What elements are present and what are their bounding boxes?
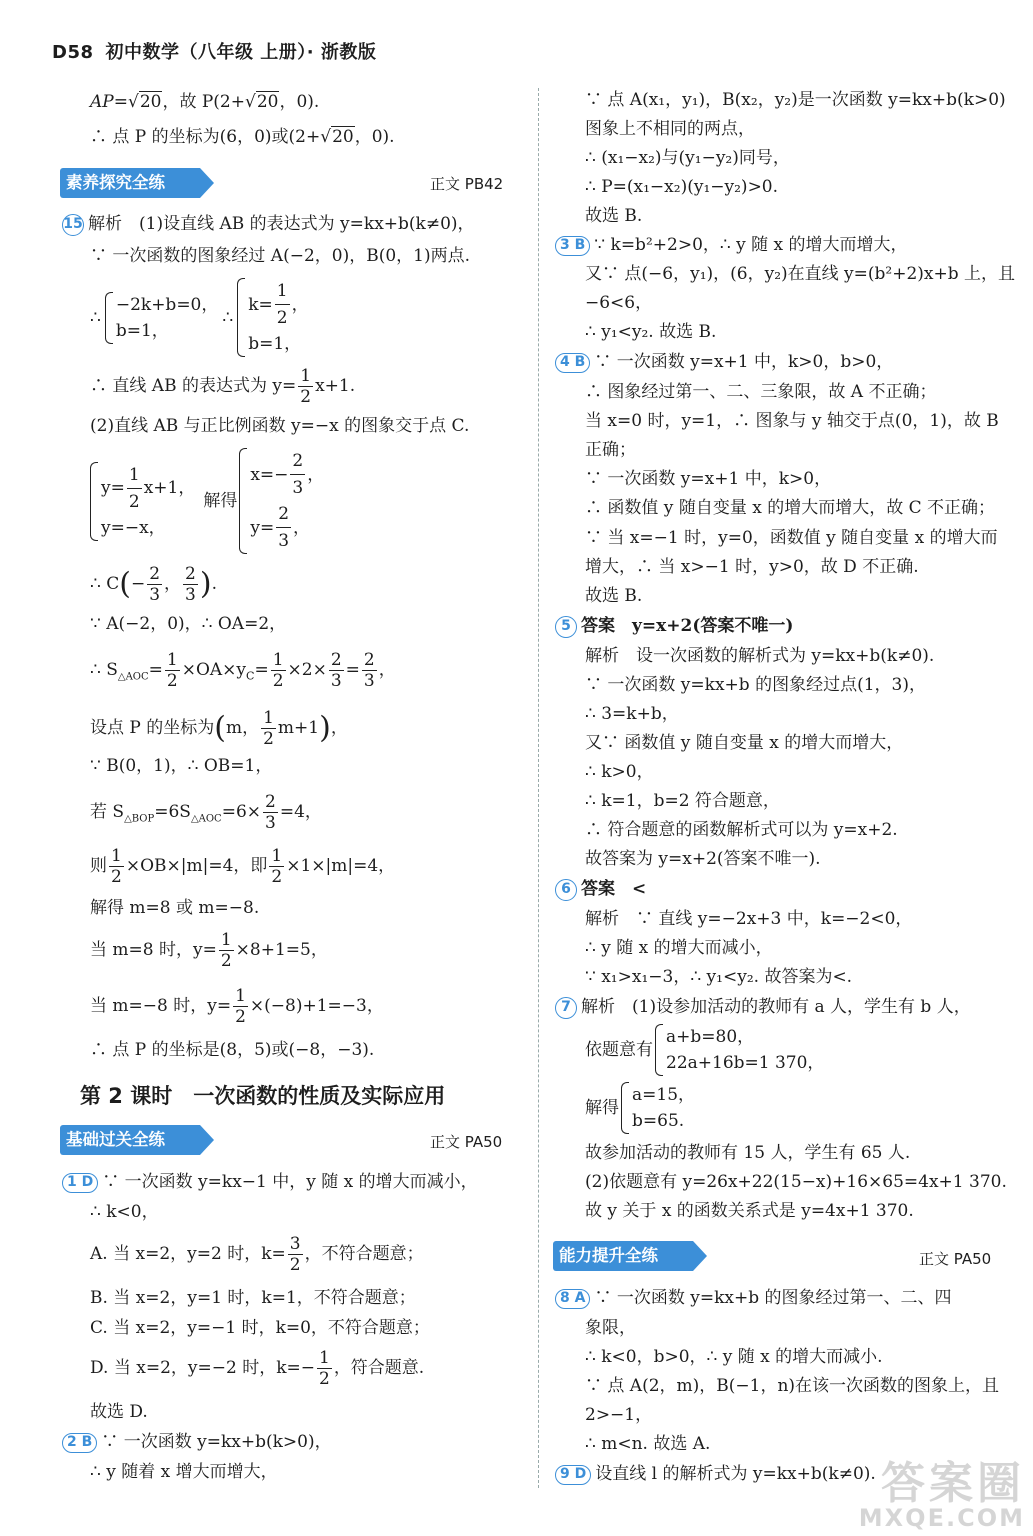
text-line: ∵ 点 A(x₁，y₁)，B(x₂，y₂)是一次函数 y=kx+b(k>0) (585, 90, 1006, 110)
text-line: (2)依题意有 y=26x+22(15−x)+16×65=4x+1 370. (585, 1172, 1007, 1192)
question-number: 3 B (555, 236, 590, 256)
page-number: D58 (52, 42, 94, 63)
text-line: ∵ 点 A(2，m)，B(−1，n)在该一次函数的图象上，且 (585, 1376, 1000, 1396)
text-line: 故选 D. (90, 1402, 148, 1422)
equation-system: 依题意有 a+b=80， 22a+16b=1 370， (585, 1024, 824, 1076)
text-line: ∴ k<0， (90, 1202, 159, 1222)
text-line: 象限， (585, 1318, 636, 1338)
section-banner: 能力提升全练 (553, 1241, 693, 1271)
text-line: A. 当 x=2，y=2 时，k= $\frac{3}{2}$ ，不符合题意； (90, 1234, 424, 1275)
question-number: 8 A (555, 1289, 590, 1309)
book-title: 初中数学（八年级 上册）· 浙教版 (105, 42, 377, 63)
text-line: (2)直线 AB 与正比例函数 y=−x 的图象交于点 C. (90, 416, 470, 436)
text-line: −6<6， (585, 293, 653, 313)
text-line: ∴ y₁<y₂. 故选 B. (585, 322, 717, 342)
text-line: ∴ 图象经过第一、二、三象限，故 A 不正确； (585, 382, 937, 402)
equation-system: y= $\frac{1}{2}$ x+1， y=−x， 解得 x=− $\frac{2}{3}$ ， y= $\frac{2}{3}$ ， (90, 448, 324, 554)
question-number: 9 D (555, 1465, 591, 1485)
text-line: ∴ $S_{\triangle AOC}=$ $\frac{1}{2}$ $\times OA\times y_C=$ $\frac{1}{2}$ ×2× $\frac{2}{3}$ = $\frac{2}{3}$ ， (90, 650, 396, 691)
text-line: AP=√20，故 P(2+√20，0). (90, 92, 320, 112)
text-line: ∴ y 随着 x 增大而增大， (90, 1462, 278, 1482)
question-number: 6 (555, 879, 577, 901)
equation-system: 解得 a=15， b=65. (585, 1082, 695, 1134)
text-line: ∴ k<0，b>0，∴ y 随 x 的增大而减小. (585, 1347, 883, 1367)
text-line: ∴ 3=k+b， (585, 704, 679, 724)
text-line: ∵ 当 x=−1 时，y=0，函数值 y 随自变量 x 的增大而 (585, 528, 998, 548)
text-line: 6 答案 < (555, 877, 646, 901)
text-line: ∵ A(−2，0)，∴ OA=2， (90, 614, 287, 634)
question-number: 2 B (62, 1433, 97, 1453)
equation-system: ∴ −2k+b=0， b=1， ∴ k= $\frac{1}{2}$ ， b=1， (90, 278, 309, 357)
text-line: ∵ 一次函数 y=x+1 中，k>0， (585, 469, 832, 489)
text-line: C. 当 x=2，y=−1 时，k=0，不符合题意； (90, 1318, 430, 1338)
text-line: 则 $\frac{1}{2}$ ×OB×|m|=4，即 $\frac{1}{2}$ ×1×|m|=4， (90, 846, 396, 887)
text-line: 故 y 关于 x 的函数关系式是 y=4x+1 370. (585, 1201, 914, 1221)
text-line: 8 A ∵ 一次函数 y=kx+b 的图象经过第一、二、四 (555, 1286, 952, 1310)
text-line: B. 当 x=2，y=1 时，k=1，不符合题意； (90, 1288, 416, 1308)
text-line: ∴ 直线 AB 的表达式为 y= $\frac{1}{2}$ x+1. (90, 366, 356, 407)
text-line: ∴ 点 P 的坐标为(6，0)或(2+√20，0). (90, 127, 395, 147)
text-line: 7 解析 (1)设参加活动的教师有 a 人，学生有 b 人， (555, 995, 971, 1019)
column-divider (538, 88, 539, 1488)
page-header (52, 38, 376, 64)
text-line: ∴ k=1，b=2 符合题意， (585, 791, 780, 811)
page-reference: 正文 PA50 (919, 1250, 992, 1268)
text-line: ∵ x₁>x₁−3，∴ y₁<y₂. 故答案为<. (585, 967, 853, 987)
text-line: ∴ C(− $\frac{2}{3}$ ， $\frac{2}{3}$ ). (90, 564, 217, 605)
page-reference: 正文 PA50 (430, 1133, 503, 1151)
text-line: ∵ 一次函数 y=kx+b 的图象经过点(1，3)， (585, 675, 926, 695)
text-line: 2>−1， (585, 1405, 653, 1425)
text-line: ∴ (x₁−x₂)与(y₁−y₂)同号， (585, 148, 790, 168)
question-number: 4 B (555, 353, 590, 373)
text-line: 解得 m=8 或 m=−8. (90, 898, 260, 918)
text-line: 故参加活动的教师有 15 人，学生有 65 人. (585, 1143, 911, 1163)
text-line: ∴ y 随 x 的增大而减小， (585, 938, 773, 958)
question-number: 1 D (62, 1173, 98, 1193)
page-reference: 正文 PB42 (430, 175, 504, 193)
question-number: 15 (62, 214, 84, 236)
text-line: 又∵ 点(−6，y₁)，(6，y₂)在直线 y=(b²+2)x+b 上，且 (585, 264, 1016, 284)
text-line: 当 m=8 时，y= $\frac{1}{2}$ ×8+1=5， (90, 930, 328, 971)
text-line: ∴ m<n. 故选 A. (585, 1434, 711, 1454)
text-line: 故答案为 y=x+2(答案不唯一). (585, 849, 821, 869)
text-line: 正确； (585, 440, 636, 460)
text-line: ∵ 一次函数的图象经过 A(−2，0)，B(0，1)两点. (90, 246, 471, 266)
section-banner: 素养探究全练 (60, 168, 200, 198)
text-line: 15 解析 (1)设直线 AB 的表达式为 y=kx+b(k≠0)， (63, 214, 475, 234)
text-line: 当 m=−8 时，y= $\frac{1}{2}$ ×(−8)+1=−3， (90, 986, 384, 1027)
text-line: 当 x=0 时，y=1，∴ 图象与 y 轴交于点(0，1)，故 B (585, 411, 999, 431)
text-line: 若 $S_{\triangle BOP}=6S_{\triangle AOC}=6\times$ $\frac{2}{3}$ =4， (90, 792, 322, 833)
text-line: D. 当 x=2，y=−2 时，k=− $\frac{1}{2}$ ，符合题意. (90, 1348, 425, 1389)
text-line: 故选 B. (585, 586, 643, 606)
text-line: 4 B ∵ 一次函数 y=x+1 中，k>0，b>0， (555, 350, 893, 374)
lesson-title: 第 2 课时 一次函数的性质及实际应用 (80, 1084, 446, 1108)
text-line: ∴ k>0， (585, 762, 654, 782)
section-banner: 基础过关全练 (60, 1125, 200, 1155)
text-line: 设点 P 的坐标为(m， $\frac{1}{2}$ m+1)， (90, 708, 348, 749)
question-number: 7 (555, 997, 577, 1019)
text-line: 2 B ∵ 一次函数 y=kx+b(k>0)， (62, 1430, 332, 1454)
text-line: 又∵ 函数值 y 随自变量 x 的增大而增大， (585, 733, 904, 753)
text-line: ∴ 函数值 y 随自变量 x 的增大而增大，故 C 不正确； (585, 498, 996, 518)
text-line: 故选 B. (585, 206, 643, 226)
watermark-logo: 答案圈 MXQE.COM (858, 1458, 1025, 1532)
text-line: 5 答案 y=x+2(答案不唯一) (555, 614, 793, 638)
text-line: 3 B ∵ k=b²+2>0，∴ y 随 x 的增大而增大， (555, 233, 908, 257)
text-line: 解析 ∵ 直线 y=−2x+3 中，k=−2<0， (585, 909, 913, 929)
text-line: ∵ B(0，1)，∴ OB=1， (90, 756, 273, 776)
text-line: 图象上不相同的两点， (585, 119, 755, 139)
text-line: 9 D 设直线 l 的解析式为 y=kx+b(k≠0). (555, 1462, 876, 1486)
text-line: ∴ 点 P 的坐标是(8，5)或(−8，−3). (90, 1040, 375, 1060)
text-line: 1 D ∵ 一次函数 y=kx−1 中，y 随 x 的增大而减小， (62, 1170, 478, 1194)
text-line: 增大，∴ 当 x>−1 时，y>0，故 D 不正确. (585, 557, 919, 577)
question-number: 5 (555, 616, 577, 638)
text-line: ∴ P=(x₁−x₂)(y₁−y₂)>0. (585, 177, 779, 197)
text-line: 解析 设一次函数的解析式为 y=kx+b(k≠0). (585, 646, 935, 666)
text-line: ∴ 符合题意的函数解析式可以为 y=x+2. (585, 820, 898, 840)
